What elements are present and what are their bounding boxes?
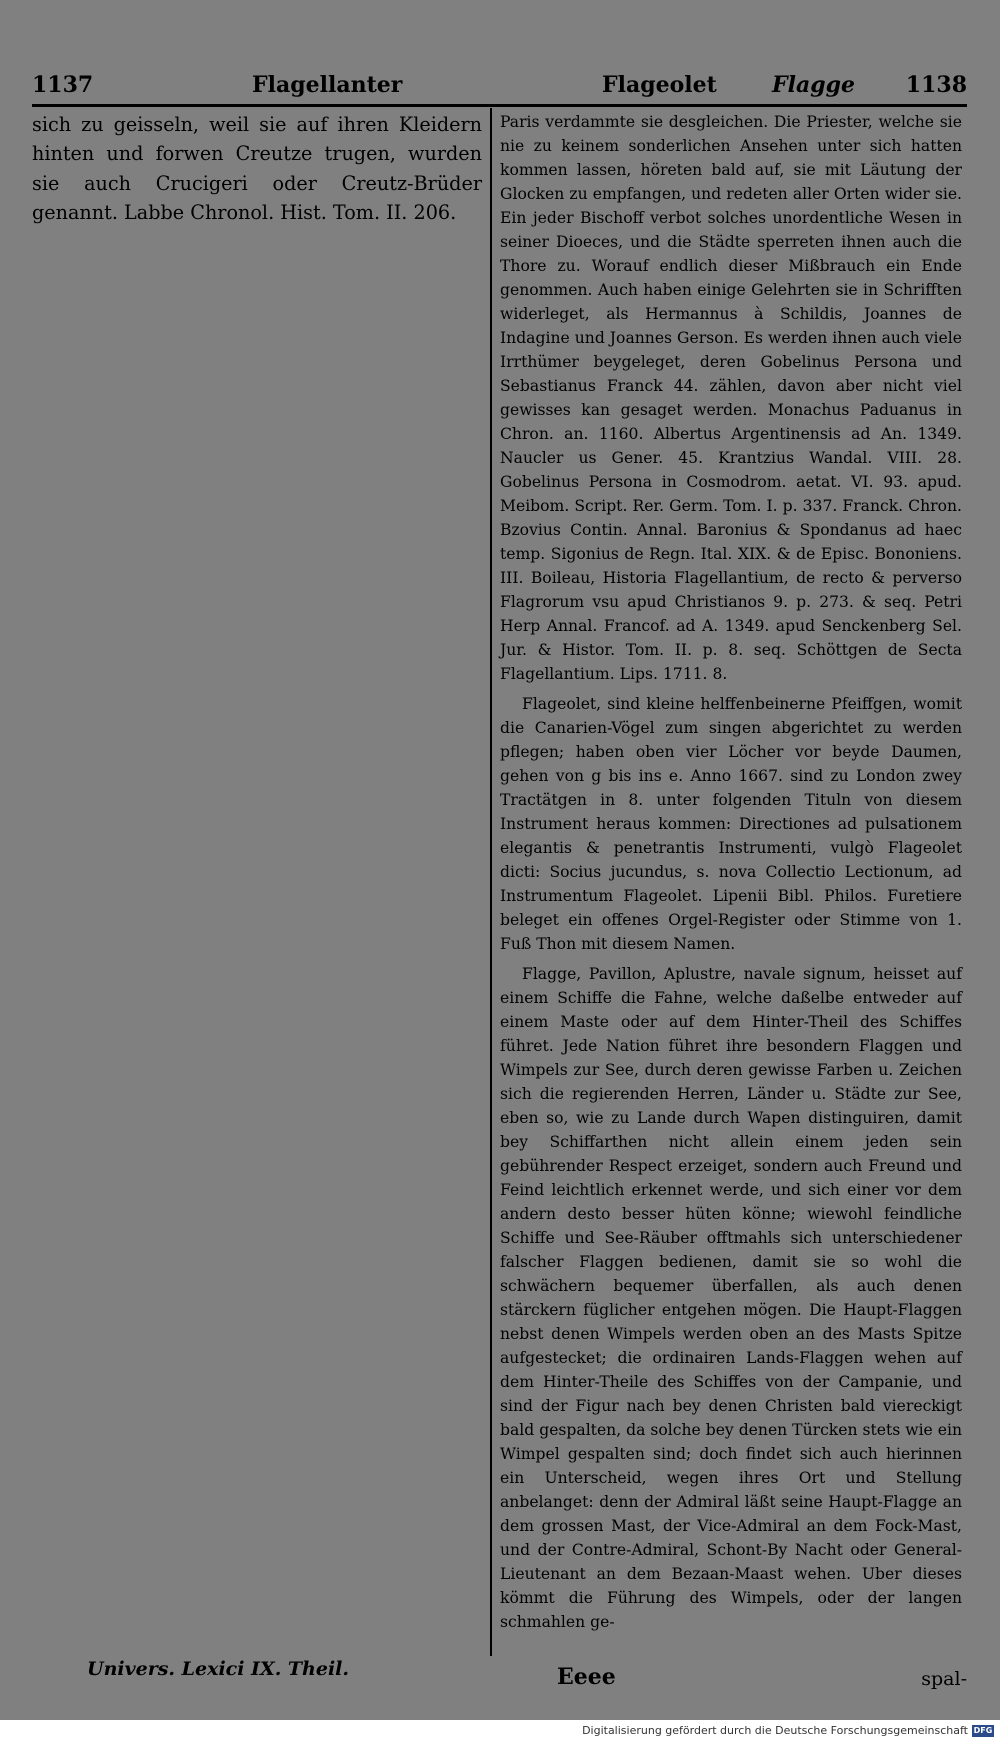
right-column [500,110,962,1634]
column-divider [490,108,492,1656]
left-column [32,110,482,228]
running-header [32,60,967,106]
entry-flagge: Flagge, Pavillon, Aplustre, navale signum, heisset auf einem Schiffe die Fahne, welche daßelbe entweder auf einem Maste oder auf dem Hinter-Theil des Schiffes führet. Jede Nation führet ihre besondern Flaggen und Wimpels zur See, durch deren gewisse Farben u. Zeichen sich die regierenden Herren, Länder u. Städte zur See, eben so, wie zu Lande durch Wapen distinguiren, damit bey Schiffarthen nicht allein einem jeden sein gebührender Respect erzeiget, sondern auch Freund und Feind leichtlich erkennet werde, und sich einer vor dem andern desto besser hüten könne; wiewohl feindliche Schiffe und See-Räuber offtmahls sich unterschiedener falscher Flaggen bedienen, damit sie so wohl die schwächern bequemer überfallen, als auch denen stärckern füglicher entgehen mögen. Die Haupt-Flaggen nebst denen Wimpels werden oben an des Masts Spitze aufgestecket; die ordinairen Lands-Flaggen wehen auf dem Hinter-Theile des Schiffes von der Campanie, und sind der Figur nach bey denen Christen bald viereckigt bald gespalten, da solche bey denen Türcken stets wie ein Wimpel gespalten sind; doch findet sich auch hierinnen ein Unterscheid, wegen ihres Ort und Stellung anbelanget: denn der Admiral läßt seine Haupt-Flagge an dem grossen Mast, der Vice-Admiral an dem Fock-Mast, und der Contre-Admiral, Schont-By Nacht oder General-Lieutenant an dem Bezaan-Maast wehen. Uber dieses kömmt die Führung des Wimpels, oder der langen schmahlen ge- [500,965,962,1631]
left-headword: Flagellanter [252,72,403,98]
credit-text: Digitalisierung gefördert durch die Deutsche Forschungsgemeinschaft [582,1724,968,1737]
right-page-number: 1138 [905,72,967,98]
left-paragraph-1: sich zu geisseln, weil sie auf ihren Kleidern hinten und forwen Creutze trugen, wurden sie auch Crucigeri oder Creutz-Brüder genannt. Labbe Chronol. Hist. Tom. II. 206. [32,113,482,225]
entry-flageolet: Flageolet, sind kleine helffenbeinerne Pfeiffgen, womit die Canarien-Vögel zum singen abgerichtet zu werden pflegen; haben oben vier Löcher vor beyde Daumen, gehen von g bis ins e. Anno 1667. sind zu London zwey Tractätgen in 8. unter folgenden Tituln von diesem Instrument heraus kommen: Directiones ad pulsationem elegantis & penetrantis Instrumenti, vulgò Flageolet dicti: Socius jucundus, s. nova Collectio Lectionum, ad Instrumentum Flageolet. Lipenii Bibl. Philos. Furetiere beleget ein offenes Orgel-Register oder Stimme von 1. Fuß Thon mit diesem Namen. [500,695,962,953]
digitization-credit [582,1724,994,1737]
gathering-mark: Eeee [557,1664,616,1690]
left-page-number: 1137 [32,72,94,98]
volume-signature: Univers. Lexici IX. Theil. [87,1658,350,1680]
right-headword-2: Flagge [772,72,855,98]
right-headword-1: Flageolet [602,72,717,98]
header-rule [32,104,967,107]
dfg-logo: DFG [973,1725,993,1735]
right-paragraph-1: Paris verdammte sie desgleichen. Die Priester, welche sie nie zu keinem sonderlichen Ansehen unter sich hatten kommen lassen, höreten bald auf, sie mit Läutung der Glocken zu empfangen, und redeten aller Orten wider sie. Ein jeder Bischoff verbot solches unordentliche Wesen in seiner Dioeces, und die Städte sperreten ihnen auch die Thore zu. Worauf endlich dieser Mißbrauch ein Ende genommen. Auch haben einige Gelehrten sie in Schrifften widerleget, als Hermannus à Schildis, Joannes de Indagine und Joannes Gerson. Es werden ihnen auch viele Irrthümer beygeleget, deren Gobelinus Persona und Sebastianus Franck 44. zählen, davon aber nicht viel gewisses kan gesaget werden. Monachus Paduanus in Chron. an. 1160. Albertus Argentinensis ad An. 1349. Naucler us Gener. 45. Krantzius Wandal. VIII. 28. Gobelinus Persona in Cosmodrom. aetat. VI. 93. apud. Meibom. Script. Rer. Germ. Tom. I. p. 337. Franck. Chron. Bzovius Contin. Annal. Baronius & Spondanus ad haec temp. Sigonius de Regn. Ital. XIX. & de Episc. Bononiens. III. Boileau, Historia Flagellantium, de recto & perverso Flagrorum vsu apud Christianos 9. p. 273. & seq. Petri Herp Annal. Francof. ad A. 1349. apud Senckenberg Sel. Jur. & Histor. Tom. II. p. 8. seq. Schöttgen de Secta Flagellantium. Lips. 1711. 8. [500,113,962,683]
catchword: spal- [921,1668,967,1690]
dictionary-page [32,60,967,1705]
